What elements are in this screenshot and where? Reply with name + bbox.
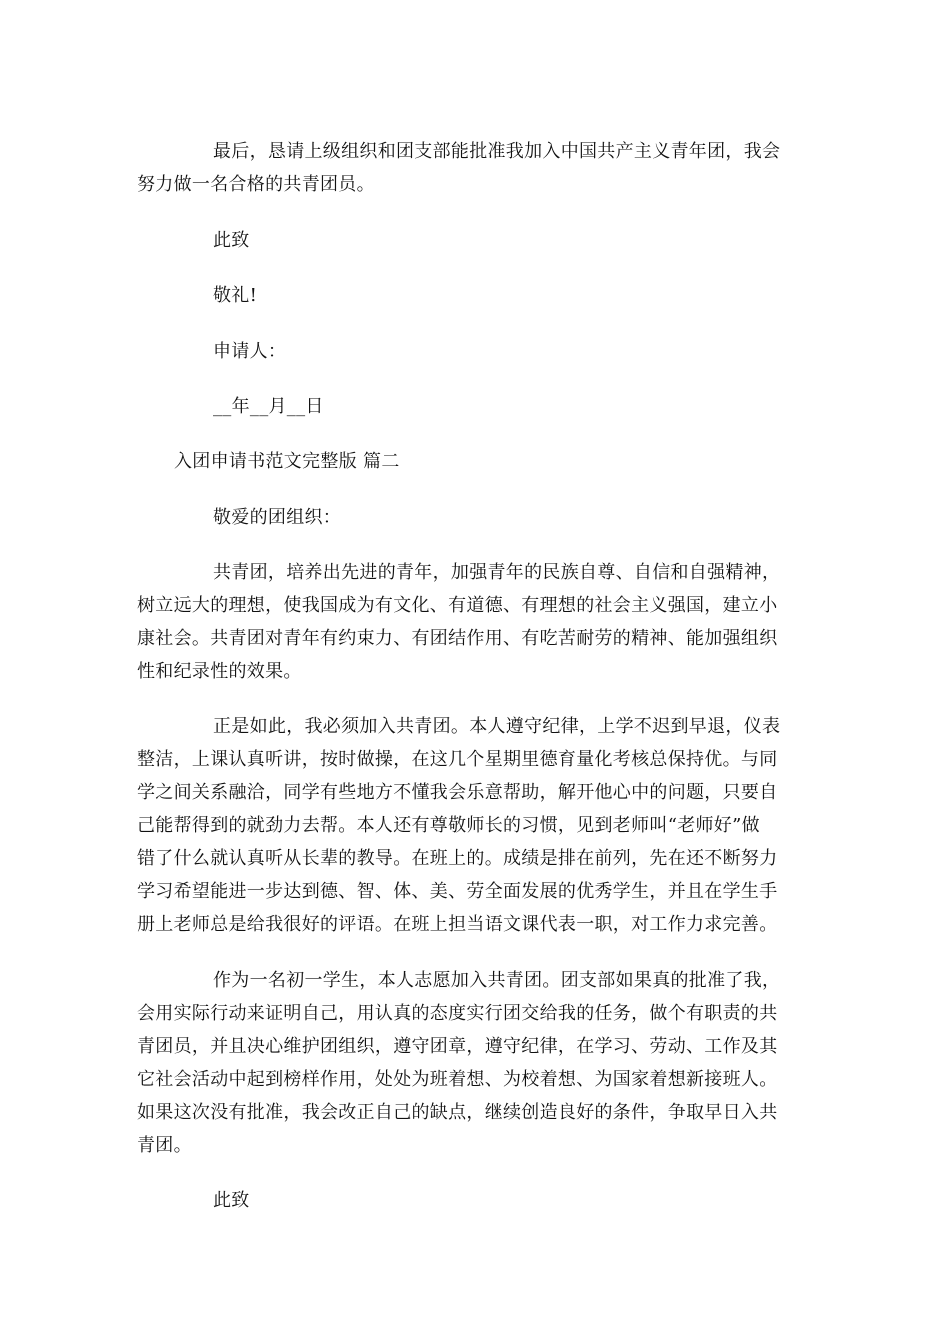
paragraph-3-line-4: 它社会活动中起到榜样作用，处处为班着想、为校着想、为国家着想新接班人。 — [137, 1069, 778, 1090]
salutation-respect: 敬礼! — [213, 285, 258, 306]
paragraph-3-line-6: 青团。 — [137, 1135, 192, 1156]
paragraph-1-line-1: 共青团，培养出先进的青年，加强青年的民族自尊、自信和自强精神， — [213, 562, 781, 583]
section-title: 入团申请书范文完整版 篇二 — [174, 451, 400, 472]
paragraph-2-line-3: 学之间关系融洽，同学有些地方不懂我会乐意帮助，解开他心中的问题，只要自 — [137, 782, 778, 803]
paragraph-2-line-7: 册上老师总是给我很好的评语。在班上担当语文课代表一职，对工作力求完善。 — [137, 914, 778, 935]
paragraph-3-line-3: 青团员，并且决心维护团组织，遵守团章，遵守纪律，在学习、劳动、工作及其 — [137, 1036, 778, 1057]
applicant-label: 申请人： — [213, 341, 287, 362]
paragraph-2-line-4: 己能帮得到的就劲力去帮。本人还有尊敬师长的习惯，见到老师叫“老师好”做 — [137, 815, 760, 836]
paragraph-2-line-1: 正是如此，我必须加入共青团。本人遵守纪律，上学不迟到早退，仪表 — [213, 716, 781, 737]
paragraph-3-line-1: 作为一名初一学生，本人志愿加入共青团。团支部如果真的批准了我， — [213, 970, 781, 991]
paragraph-1-line-4: 性和纪录性的效果。 — [137, 661, 302, 682]
salutation-regards-2: 此致 — [213, 1190, 250, 1211]
date-line: __年__月__日 — [213, 396, 324, 417]
salutation-regards: 此致 — [213, 230, 250, 251]
paragraph-2-line-2: 整洁，上课认真听讲，按时做操，在这几个星期里德育量化考核总保持优。与同 — [137, 749, 778, 770]
closing-paragraph-line-1: 最后，恳请上级组织和团支部能批准我加入中国共产主义青年团，我会 — [213, 141, 781, 162]
closing-paragraph-line-2: 努力做一名合格的共青团员。 — [137, 174, 375, 195]
greeting: 敬爱的团组织： — [213, 507, 342, 528]
paragraph-3-line-2: 会用实际行动来证明自己，用认真的态度实行团交给我的任务，做个有职责的共 — [137, 1003, 778, 1024]
paragraph-3-line-5: 如果这次没有批准，我会改正自己的缺点，继续创造良好的条件，争取早日入共 — [137, 1102, 778, 1123]
paragraph-1-line-2: 树立远大的理想，使我国成为有文化、有道德、有理想的社会主义强国，建立小 — [137, 595, 778, 616]
paragraph-1-line-3: 康社会。共青团对青年有约束力、有团结作用、有吃苦耐劳的精神、能加强组织 — [137, 628, 778, 649]
paragraph-2-line-6: 学习希望能进一步达到德、智、体、美、劳全面发展的优秀学生，并且在学生手 — [137, 881, 778, 902]
paragraph-2-line-5: 错了什么就认真听从长辈的教导。在班上的。成绩是排在前列，先在还不断努力 — [137, 848, 778, 869]
